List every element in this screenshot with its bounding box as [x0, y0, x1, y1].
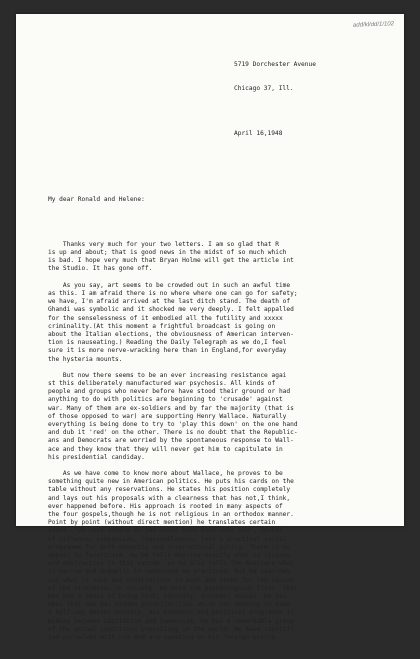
text-line: something quite new in American politics. He puts his cards on the	[48, 478, 294, 486]
text-line: tion is nauseating.) Reading the Daily Telegraph as we do,I feel	[48, 339, 287, 347]
text-line: is bad. I hope very much that Bryan Holme will get the article int	[48, 257, 294, 265]
text-line: ace and they know that they will never get him to capitulate in	[48, 445, 283, 453]
text-line: his presidential candiday.	[48, 453, 145, 461]
text-line: criminality.(At this moment a frightful broadcast is going on	[48, 322, 276, 330]
text-line: about the Italian elections, the obviousness of American interven-	[48, 330, 294, 338]
text-line: of the actual conditions prevailing in the world. We have identifi	[48, 625, 294, 633]
text-line: of the sicknesses in society. He sets the psychological first- that	[48, 584, 298, 592]
letter-page	[16, 14, 404, 642]
letter-paragraphs	[48, 241, 390, 642]
address-city: Chicago 37, Ill.	[234, 85, 294, 93]
text-line: and lays out his proposals with a clearness that has not,I think,	[48, 494, 291, 502]
text-line: midway between Capitalism and Communism. He has a remarkable grasp	[48, 617, 294, 625]
text-line: table without any reservations. He states his position completely	[48, 486, 291, 494]
salutation: My dear Ronald and Helene:	[48, 195, 145, 203]
text-line: Thanks very much for your two letters. I am so glad that R	[48, 240, 279, 248]
text-line: ever happened before. His approach is rooted in many aspects of	[48, 502, 283, 510]
text-line: for the senselessness of it embodied all the futility and xxxxx	[48, 314, 283, 322]
text-line: ans and Democrats are worried by the spontaneous response to Wall-	[48, 437, 294, 445]
paragraph	[48, 282, 390, 364]
text-line: the hysteria mounts.	[48, 355, 123, 363]
text-line: and dub it 'red' on the other. There is no doubt that the Republic-	[48, 429, 298, 437]
text-line: ied ourselves with him and are speaking on his foreign policy.	[48, 634, 279, 642]
text-line: the four gospels,though he is not religious in an orthodox manner.	[48, 510, 294, 518]
text-line: sure it is more nerve-wracking here than in England,for everyday	[48, 347, 287, 355]
text-line: As you say, art seems to be crowded out in such an awful time	[48, 281, 291, 289]
text-line: out what is sane and constructive in each and seeks for the causes	[48, 576, 294, 584]
text-line: of violence, compassion, reasonableness, into a practical social	[48, 535, 287, 543]
text-line: appeal to fanaticism. As he tells America exactly what is vicious	[48, 551, 291, 559]
text-line: is up and about; that is good news in the midst of so much which	[48, 249, 287, 257]
text-line: But now there seems to be an ever increasing resistance agai	[48, 371, 287, 379]
text-line: everything is being done to try to 'play this down' on the one hand	[48, 420, 298, 428]
archival-mark: add/kl/dd/1/102	[352, 21, 395, 29]
text-line: st this deliberately manufactured war psychosis. All kinds of	[48, 379, 276, 387]
text-line: As we have come to know more about Wallace, he proves to be	[48, 469, 283, 477]
letter-body	[48, 28, 390, 659]
text-line: a half-way decent society. His economic and political programme is	[48, 609, 294, 617]
letter-date: April 16,1948	[234, 130, 283, 138]
text-line: man has a sense of being lost; secondly, economic abuses. He ass-	[48, 593, 291, 600]
text-line: people and groups who never before have stood their ground or had	[48, 388, 291, 396]
text-line: we have, I'm afraid arrived at the last ditch stand. The death of	[48, 298, 291, 306]
paragraph	[48, 372, 390, 462]
text-line: and destructive in this system, so he also tells the Russians what	[48, 560, 294, 568]
text-line: the Studio. It has gone off.	[48, 265, 153, 273]
paragraph	[48, 470, 390, 642]
text-line: Ghandi was symbolic and it shocked me very deeply. I felt appalled	[48, 306, 294, 314]
text-line: of those opposed to war) are supporting Henry Wallace. Naturally	[48, 412, 287, 420]
text-line: anything to do with politics are beginning to 'crusade' against	[48, 396, 283, 404]
text-line: programme for both domestic and international policy. There is no	[48, 543, 291, 551]
address-street: 5719 Dorchester Avenue	[234, 60, 316, 68]
text-line: war. Many of them are ex-soldiers and by far the majority (that is	[48, 404, 294, 412]
text-line: umes that man has hidden potentialities which can develop in even	[48, 601, 291, 609]
text-line: Point by point (without direct mention) he translates certain	[48, 519, 276, 527]
text-line: ideas -"Do unto others as you would have done unto you", denial	[48, 527, 283, 535]
paragraph	[48, 241, 390, 274]
sender-address	[234, 44, 390, 155]
text-line: as this. I am afraid there is no where where one can go for safety;	[48, 289, 298, 297]
text-line: is narrow and dogmatic in communism as practiced. But he searches	[48, 568, 291, 576]
